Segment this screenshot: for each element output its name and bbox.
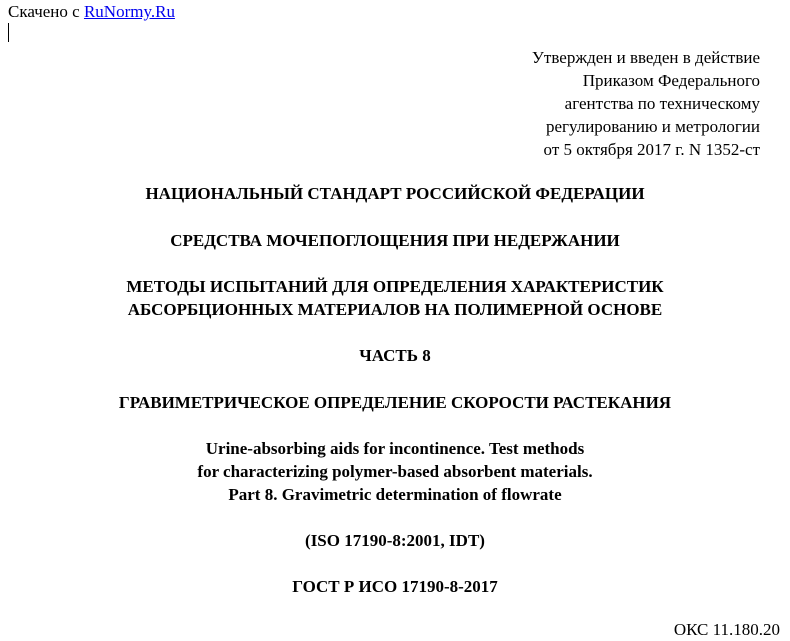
methods-heading-line: МЕТОДЫ ИСПЫТАНИЙ ДЛЯ ОПРЕДЕЛЕНИЯ ХАРАКТЕРИСТИК [126,277,664,296]
english-title-line: Part 8. Gravimetric determination of flowrate [228,485,562,504]
english-title-line: for characterizing polymer-based absorbent materials. [197,462,593,481]
oks-code: ОКС 11.180.20 [673,620,780,639]
subject-heading: СРЕДСТВА МОЧЕПОГЛОЩЕНИЯ ПРИ НЕДЕРЖАНИИ [170,231,620,250]
methods-heading [0,275,790,321]
standard-heading: НАЦИОНАЛЬНЫЙ СТАНДАРТ РОССИЙСКОЙ ФЕДЕРАЦИИ [145,184,645,203]
approval-line: от 5 октября 2017 г. N 1352-ст [543,140,760,159]
part-heading: ЧАСТЬ 8 [359,346,431,365]
approval-line: Приказом Федерального [582,71,760,90]
source-line [8,2,175,22]
english-title-line: Urine-absorbing aids for incontinence. Test methods [205,439,585,458]
english-title [0,437,790,506]
source-prefix: Скачено с [8,2,84,21]
approval-line: регулированию и метрологии [545,117,760,136]
source-link[interactable]: RuNormy.Ru [83,2,175,21]
methods-heading-line: АБСОРБЦИОННЫХ МАТЕРИАЛОВ НА ПОЛИМЕРНОЙ ОСНОВЕ [127,300,663,319]
approval-line: Утвержден и введен в действие [531,48,760,67]
approval-block [532,46,760,161]
approval-line: агентства по техническому [564,94,760,113]
gost-number: ГОСТ Р ИСО 17190-8-2017 [292,577,498,596]
text-cursor [8,23,9,42]
iso-reference: (ISO 17190-8:2001, IDT) [305,531,485,550]
part-title-heading: ГРАВИМЕТРИЧЕСКОЕ ОПРЕДЕЛЕНИЕ СКОРОСТИ РАСТЕКАНИЯ [118,393,672,412]
